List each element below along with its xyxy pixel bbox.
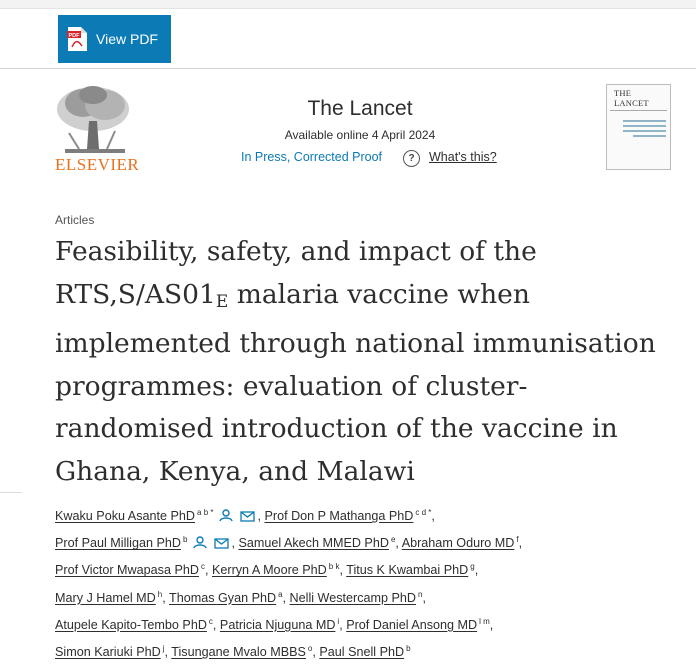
author-affiliation[interactable]: n: [418, 589, 423, 599]
author-affiliation[interactable]: c: [200, 562, 205, 572]
email-icon[interactable]: [240, 511, 255, 522]
author-link[interactable]: Kwaku Poku Asante PhD: [55, 509, 196, 523]
author-affiliation[interactable]: b k: [328, 562, 340, 572]
article-status-link[interactable]: In Press, Corrected Proof: [241, 150, 383, 164]
author-link[interactable]: Tisungane Mvalo MBBS: [171, 645, 306, 660]
author-link[interactable]: Prof Paul Milligan PhD: [55, 536, 181, 551]
author-affiliation[interactable]: j: [162, 644, 165, 654]
svg-text:PDF: PDF: [68, 32, 80, 39]
author-affiliation[interactable]: l m: [479, 616, 490, 626]
author-list: Kwaku Poku Asante PhD $^{a b *}$ , Prof Don P Mathanga PhD $^{c d *}$, Prof Paul Milligan PhD $^b$ , Samuel Akech MMED PhD $^e$, Abraham Oduro MD $^f$, Prof Victor Mwapasa PhD $^c$, Kerryn A Moore PhD $^{b k}$, Titus K Kwambai PhD $^g$, Mary J Hamel MD $^h$, Thomas Gyan PhD $^a$, Nelli Westercamp PhD $^n$, Atupele Kapito-Tembo PhD $^c$, Patricia Njuguna MD $^i$, Prof Daniel Ansong MD $^{l m}$, Simon Kariuki PhD $^j$, Tisungane Mvalo MBBS $^o$, Paul Snell PhD $^b$: [55, 508, 523, 660]
author-affiliation[interactable]: a: [278, 589, 283, 599]
header-divider: [0, 68, 696, 69]
author-link[interactable]: Thomas Gyan PhD: [169, 590, 277, 605]
author-link[interactable]: Abraham Oduro MD: [401, 536, 515, 551]
author-affiliation[interactable]: b: [183, 535, 188, 545]
sidebar-edge: [0, 492, 22, 493]
whats-this-link[interactable]: What's this?: [429, 150, 497, 164]
author-link[interactable]: Mary J Hamel MD: [55, 590, 156, 605]
author-link[interactable]: Samuel Akech MMED PhD: [238, 536, 389, 551]
author-link[interactable]: Prof Daniel Ansong MD: [346, 617, 478, 632]
author-affiliation[interactable]: b: [406, 644, 411, 654]
article-title-subscript: E: [215, 291, 229, 312]
author-affiliation[interactable]: o: [307, 644, 313, 654]
author-link[interactable]: Prof Don P Mathanga PhD: [264, 509, 414, 523]
article-title-part2: malaria vaccine when implemented through national immunisation programmes: evaluation of cluster-randomised introduction of the vaccine in Ghana, Kenya, and Malawi: [55, 278, 656, 487]
pdf-icon: [67, 26, 88, 52]
author-affiliation[interactable]: g: [470, 562, 475, 572]
author-link[interactable]: Prof Victor Mwapasa PhD: [55, 563, 199, 578]
author-link[interactable]: Nelli Westercamp PhD: [289, 590, 416, 605]
publisher-name: ELSEVIER: [55, 155, 140, 174]
author-affiliation[interactable]: c d *: [415, 508, 432, 517]
article-type: Articles: [55, 213, 95, 227]
help-icon[interactable]: ?: [403, 150, 420, 167]
article-title-part1: Feasibility, safety, and impact of the RTS,S/AS01: [55, 236, 537, 310]
author-affiliation[interactable]: i: [337, 616, 340, 626]
author-link[interactable]: Atupele Kapito-Tembo PhD: [55, 617, 207, 632]
journal-title[interactable]: The Lancet: [307, 97, 413, 120]
journal-cover-thumbnail[interactable]: [606, 84, 671, 170]
view-pdf-label: View PDF: [96, 31, 158, 47]
author-link[interactable]: Paul Snell PhD: [319, 645, 405, 660]
person-icon[interactable]: [219, 509, 233, 522]
article-title: [55, 231, 685, 493]
author-link[interactable]: Kerryn A Moore PhD: [211, 563, 327, 578]
author-link[interactable]: Patricia Njuguna MD: [219, 617, 336, 632]
available-online-date: Available online 4 April 2024: [284, 128, 436, 142]
view-pdf-button[interactable]: [58, 15, 171, 63]
person-icon[interactable]: [193, 536, 207, 549]
author-affiliation[interactable]: f: [516, 535, 519, 545]
cover-text-lines: [607, 111, 670, 146]
browser-top-strip: [0, 0, 696, 9]
author-affiliation[interactable]: a b *: [197, 508, 214, 517]
author-affiliation[interactable]: h: [157, 589, 163, 599]
cover-title: THE LANCET: [610, 85, 667, 111]
author-affiliation[interactable]: c: [208, 616, 213, 626]
author-affiliation[interactable]: e: [390, 535, 396, 545]
email-icon[interactable]: [214, 538, 229, 549]
author-link[interactable]: Simon Kariuki PhD: [55, 645, 161, 660]
author-link[interactable]: Titus K Kwambai PhD: [346, 563, 469, 578]
